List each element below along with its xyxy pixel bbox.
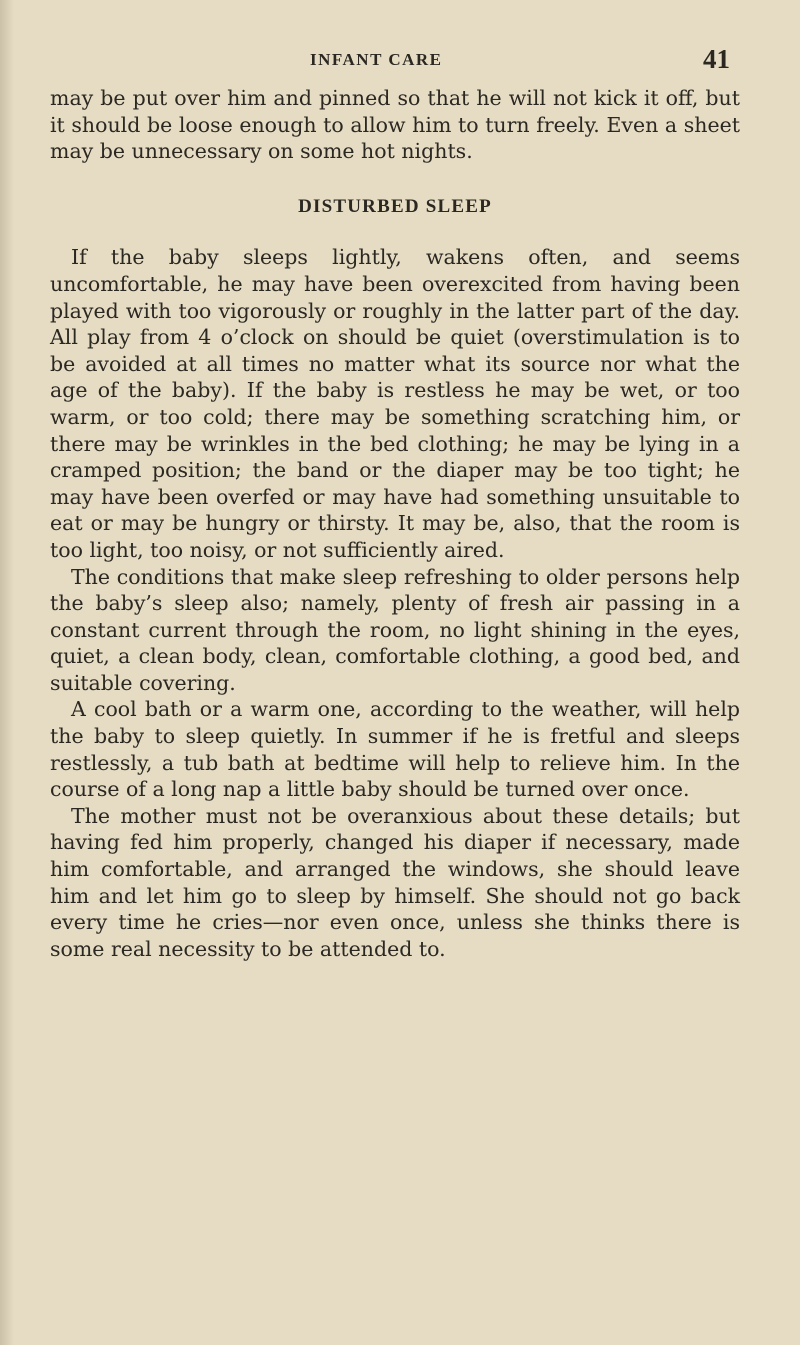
body-paragraph: If the baby sleeps lightly, wakens often, and seems uncomfortable, he may have been overexcited from having been played with too vigorously or roughly in the latter part of the day. All play from 4 o’clock on should be quiet (overstimulation is to be avoided at all times no matter what its source nor what the age of the baby). If the baby is restless he may be wet, or too warm, or too cold; there may be something scratching him, or there may be wrinkles in the bed clothing; he may be lying in a cramped position; the band or the diaper may be too tight; he may have been overfed or may have had something unsuitable to eat or may be hungry or thirsty. It may be, also, that the room is too light, too noisy, or not sufficiently aired. — [50, 245, 740, 562]
body-paragraph: The conditions that make sleep refreshing to older persons help the baby’s sleep also; namely, plenty of fresh air passing in a constant current through the room, no light shining in the eyes, quiet, a clean body, clean, comfortable clothing, a good bed, and suitable covering. — [50, 564, 740, 695]
body-paragraph: The mother must not be overanxious about these details; but having fed him properly, changed his diaper if necessary, made him comfortable, and arranged the windows, she should leave him and let him go to sleep by himself. She should not go back every time he cries—nor even once, unless she thinks there is some real necessity to be attended to. — [50, 803, 740, 961]
section-heading: DISTURBED SLEEP — [298, 195, 492, 217]
running-title: INFANT CARE — [310, 50, 443, 69]
opening-paragraph: may be put over him and pinned so that he will not kick it off, but it should be loose enough to allow him to turn freely. Even a sheet may be unnecessary on some hot nights. — [50, 86, 740, 164]
page-body — [50, 85, 740, 962]
page-edge-shadow — [0, 0, 14, 1345]
running-header — [0, 44, 800, 80]
body-paragraph: A cool bath or a warm one, according to the weather, will help the baby to sleep quietly. In summer if he is fretful and sleeps restlessly, a tub bath at bedtime will help to relieve him. In the course of a long nap a little baby should be turned over once. — [50, 697, 740, 802]
page-number: 41 — [703, 44, 730, 74]
